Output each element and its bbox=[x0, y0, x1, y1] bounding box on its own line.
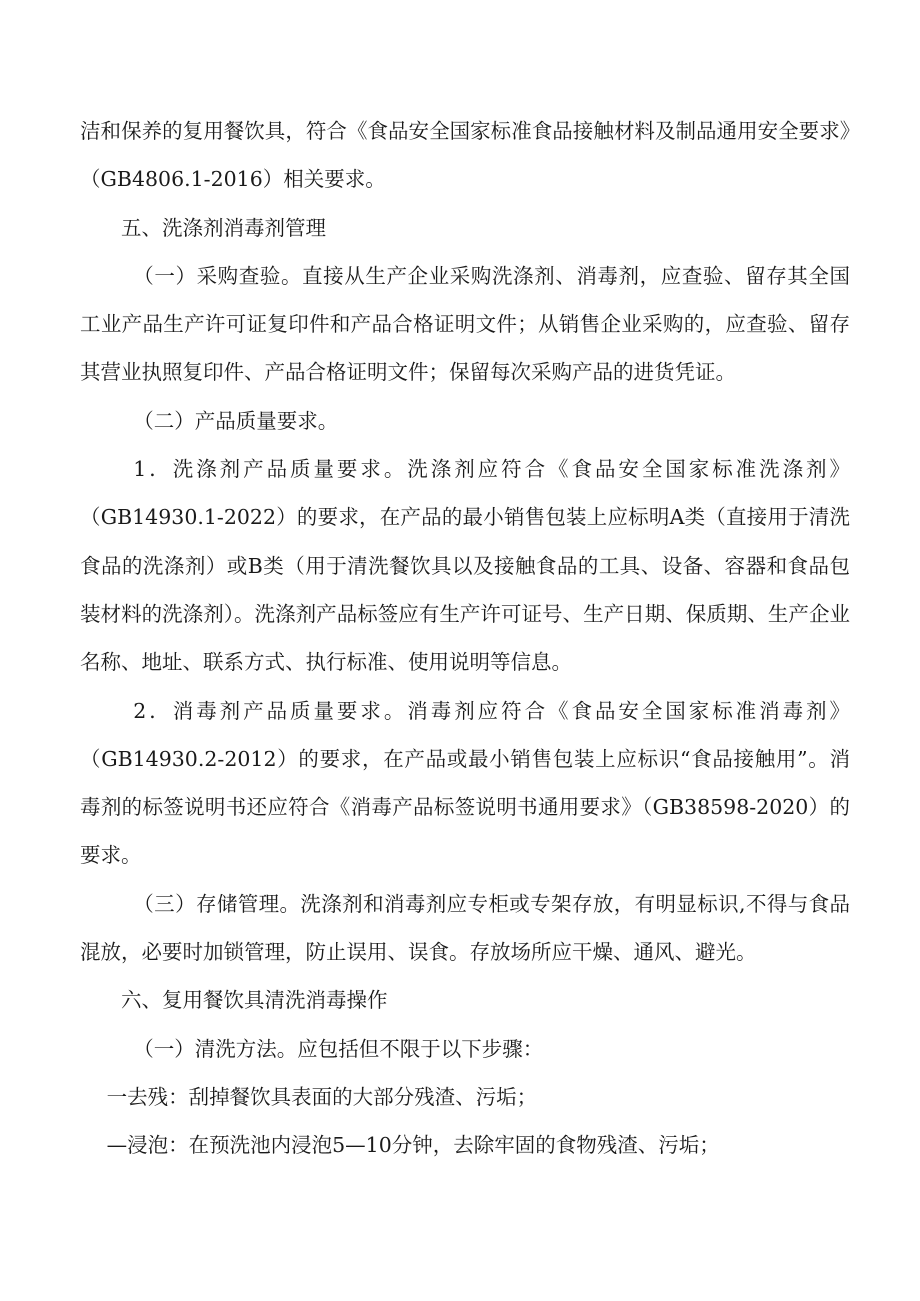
paragraph-disinfectant-quality: 2．消毒剂产品质量要求。消毒剂应符合《食品安全国家标准消毒剂》（GB14930.2-2012）的要求，在产品或最小销售包装上应标识“食品接触用”。消毒剂的标签说明书还应符合《消毒产品标签说明书通用要求》（GB38598-2020）的要求。 bbox=[80, 698, 850, 868]
step-remove-residue: 一去残：刮掉餐饮具表面的大部分残渣、污垢； bbox=[106, 1084, 538, 1109]
subheading-cleaning-method: （一）清洗方法。应包括但不限于以下步骤： bbox=[133, 1036, 544, 1061]
paragraph-storage: （三）存储管理。洗涤剂和消毒剂应专柜或专架存放，有明显标识,不得与食品混放，必要时加锁管理，防止误用、误食。存放场所应干燥、通风、避光。 bbox=[80, 891, 850, 965]
paragraph-detergent-quality: 1．洗涤剂产品质量要求。洗涤剂应符合《食品安全国家标准洗涤剂》（GB14930.1-2022）的要求，在产品的最小销售包装上应标明A类（直接用于清洗食品的洗涤剂）或B类（用于清洗餐饮具以及接触食品的工具、设备、容器和食品包装材料的洗涤剂）。洗涤剂产品标签应有生产许可证号、生产日期、保质期、生产企业名称、地址、联系方式、执行标准、使用说明等信息。 bbox=[80, 457, 850, 675]
paragraph-procurement: （一）采购查验。直接从生产企业采购洗涤剂、消毒剂，应查验、留存其全国工业产品生产许可证复印件和产品合格证明文件；从销售企业采购的，应查验、留存其营业执照复印件、产品合格证明文件；保留每次采购产品的进货凭证。 bbox=[80, 263, 850, 385]
step-soak: —浸泡：在预洗池内浸泡5—10分钟，去除牢固的食物残渣、污垢； bbox=[106, 1133, 720, 1158]
section-heading-six: 六、复用餐饮具清洗消毒操作 bbox=[121, 988, 388, 1013]
paragraph-continuation: 洁和保养的复用餐饮具，符合《食品安全国家标准食品接触材料及制品通用安全要求》（GB4806.1-2016）相关要求。 bbox=[80, 119, 850, 192]
section-heading-five: 五、洗涤剂消毒剂管理 bbox=[121, 215, 326, 240]
subheading-quality: （二）产品质量要求。 bbox=[133, 408, 339, 433]
document-body bbox=[80, 107, 850, 1170]
